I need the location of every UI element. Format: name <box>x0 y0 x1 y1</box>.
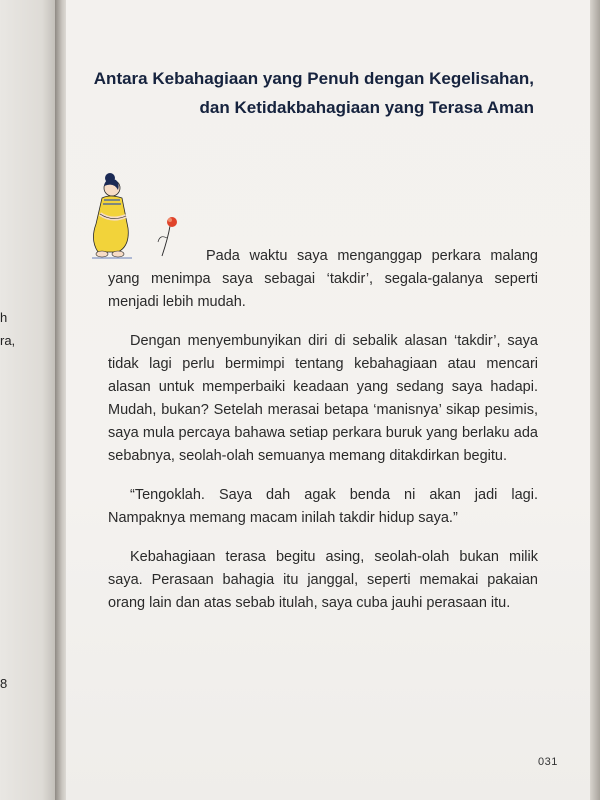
paragraph: Kebahagiaan terasa begitu asing, seolah-olah bukan milik saya. Perasaan bahagia itu janggal, seperti memakai pakaian orang lain dan atas sebab itulah, saya cuba jauhi perasaan itu. <box>108 549 538 611</box>
left-page-fragment: 8 <box>0 676 8 691</box>
chapter-title <box>74 64 534 122</box>
title-line-2: dan Ketidakbahagiaan yang Terasa Aman <box>199 98 534 117</box>
paragraph: Pada waktu saya menganggap perkara malang yang menimpa saya sebagai ‘takdir’, segala-galanya seperti menjadi lebih mudah. <box>108 248 538 310</box>
title-line-1: Antara Kebahagiaan yang Penuh dengan Kegelisahan, <box>93 69 534 88</box>
paragraph: “Tengoklah. Saya dah agak benda ni akan jadi lagi. Nampaknya memang macam inilah takdir hidup saya.” <box>108 487 538 526</box>
page-edge <box>590 0 600 800</box>
page-number: 031 <box>538 756 558 768</box>
right-page <box>66 0 590 800</box>
paragraph: Dengan menyembunyikan diri di sebalik alasan ‘takdir’, saya tidak lagi perlu bermimpi tentang kebahagiaan atau mencari alasan untuk memperbaiki keadaan yang sedang saya hadapi. Mudah, bukan? Setelah merasai betapa ‘manisnya’ sikap pesimis, saya mula percaya bahawa setiap perkara buruk yang berlaku ada sebabnya, seolah-olah semuanya memang ditakdirkan begitu. <box>108 333 538 464</box>
body-text <box>108 245 538 631</box>
left-page <box>0 0 60 800</box>
left-page-fragment: h <box>0 310 8 325</box>
left-page-fragment: ra, <box>0 333 16 348</box>
